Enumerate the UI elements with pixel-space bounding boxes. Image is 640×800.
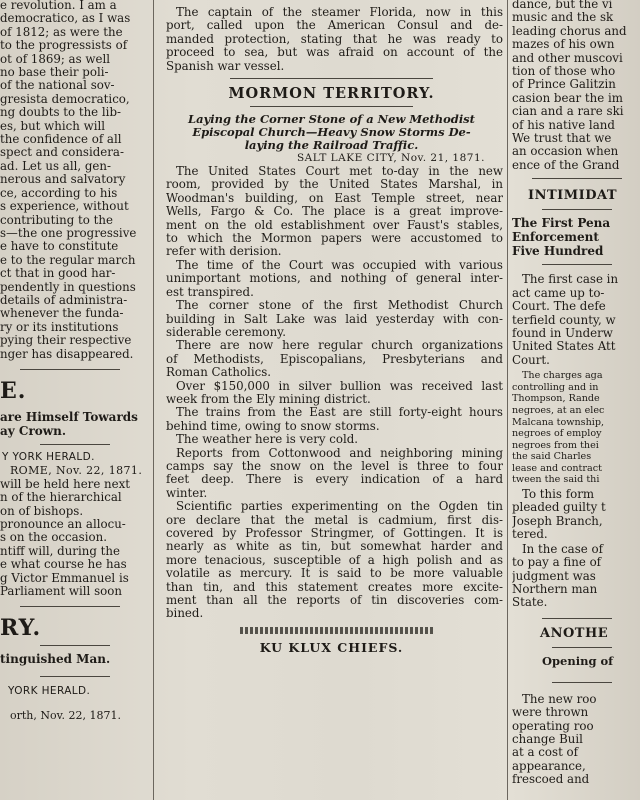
text-line: laying the Railroad Traffic. [244,138,419,153]
paragraph [160,380,503,407]
text-line: were thrown [512,705,589,720]
right-paragraph-1 [512,273,640,367]
text-line: Malcana township, [512,416,605,428]
text-line: pendently in questions [0,279,136,294]
right-subheadline [512,216,640,258]
text-line: The first case in [522,272,619,287]
text-line: siderable ceremony. [166,324,287,339]
text-line: on of bishops. [0,503,84,518]
text-line: ntiff will, during the [0,543,120,558]
separator-rule [40,444,110,445]
text-line: Five Hundred [512,244,604,259]
text-line: bined. [166,606,204,621]
text-line: Episcopal Church—Heavy Snow Storms De- [192,125,471,140]
text-line: manded protection, stating that he was ready to [166,31,503,46]
separator-rule [20,369,120,370]
text-line: behind time, owing to snow storms. [166,418,380,433]
text-line: gresista democratico, [0,91,130,106]
text-line: Roman Catholics. [166,365,272,380]
text-line: There are now here regular church organizations [176,338,503,353]
column-rule-right [507,0,508,800]
text-line: camps say the snow on the level is three to four [166,458,503,473]
text-line: State. [512,595,548,610]
text-line: tion of those who [512,64,616,79]
text-line: casion bear the im [512,90,623,105]
text-line: judgment was [512,568,596,583]
text-line: more tenacious, susceptible of a high polish and as [166,552,503,567]
text-line: In the case of [522,541,603,556]
dateline: SALT LAKE CITY, Nov. 21, 1871. [296,152,485,165]
text-line: nger has disappeared. [0,346,134,361]
paragraph [160,339,503,379]
text-line: whenever the funda- [0,306,124,321]
text-line: ay Crown. [0,423,67,438]
paragraph [160,500,503,621]
text-line: room, provided by the United States Marshal, in [166,177,503,192]
text-line: spect and considera- [0,145,124,160]
text-line: of the national sov- [0,78,115,93]
text-line: found in Underw [512,325,613,340]
paragraph [160,406,503,433]
separator-rule [20,606,120,607]
text-line: est transpired. [166,284,254,299]
text-line: negroes from thei [512,439,599,451]
separator-rule [542,264,612,265]
paragraph [160,299,503,339]
text-line: winter. [166,485,208,500]
ornamental-rule [240,627,433,634]
separator-rule [532,178,622,179]
text-line: of his native land [512,117,615,132]
text-line: Spanish war vessel. [166,58,285,73]
text-line: to pay a fine of [512,555,602,570]
text-line: Court. The defe [512,299,606,314]
text-line: act came up to- [512,285,605,300]
headline-ku-klux-chiefs: KU KLUX CHIEFS. [259,639,404,655]
left-section-heading: E. [0,377,27,404]
text-line: e to the regular march [0,252,136,267]
intro-paragraph [160,6,503,73]
text-line: operating roo [512,718,594,733]
center-column [160,0,503,800]
text-line: Enforcement [512,230,599,245]
separator-rule [552,647,612,648]
text-line: the said Charles [512,451,592,463]
text-line: g Victor Emmanuel is [0,570,129,585]
text-line: pleaded guilty t [512,500,606,515]
text-line: The corner stone of the first Methodist Church [176,298,503,313]
left-column [0,0,150,800]
text-line: ad. Let us all, gen- [0,158,111,173]
text-line: at a cost of [512,745,579,760]
text-line: ct that in good har- [0,266,116,281]
text-line: negroes of employ [512,428,602,440]
paragraph [160,259,503,299]
text-line: e revolution. I am a [0,0,117,12]
text-line: leading chorus and [512,23,627,38]
text-line: s experience, without [0,199,129,214]
left-column-text-mid [0,478,150,599]
text-line: and other muscovi [512,50,623,65]
text-line: will be held here next [0,476,131,491]
text-line: proceed to sea, but was afraid on account of the [166,45,503,60]
text-line: of Prince Galitzin [512,77,616,92]
right-paragraph-3 [512,543,640,610]
text-line: cian and a rare ski [512,104,624,119]
text-line: ment than all the reports of tin discoveries com- [166,593,503,608]
separator-rule [552,682,612,683]
text-line: ry or its institutions [0,319,119,334]
separator-rule [250,106,413,107]
text-line: s—the one progressive [0,225,137,240]
text-line: ore declare that the metal is cadmium, first dis- [166,512,503,527]
left-dateline: ROME, Nov. 22, 1871. [10,464,143,478]
text-line: ng doubts to the lib- [0,105,121,120]
text-line: Court. [512,352,550,367]
text-line: the confidence of all [0,132,122,147]
text-line: e have to constitute [0,239,119,254]
right-column-text-top [512,0,640,172]
text-line: frescoed and [512,772,590,787]
text-line: tween the said thi [512,474,600,486]
separator-rule [40,645,110,646]
right-small-print [512,370,640,486]
separator-rule [230,78,433,79]
text-line: change Buil [512,731,583,746]
text-line: details of administra- [0,292,128,307]
text-line: Northern man [512,581,598,596]
text-line: Woodman's building, on East Temple street, near [166,190,503,205]
text-line: Scientific parties experimenting on the Ogden tin [176,499,503,514]
text-line: Thompson, Rande [512,393,600,405]
right-column [512,0,640,800]
text-line: nearly as white as tin, but somewhat harder and [166,539,503,554]
left-dateline-2: orth, Nov. 22, 1871. [10,708,122,722]
text-line: n of the hierarchical [0,490,122,505]
text-line: an occasion when [512,144,619,159]
right-subheadline-2: Opening of [542,653,614,668]
text-line: terfield county, w [512,312,616,327]
text-line: ot of 1869; as well [0,51,111,66]
text-line: The First Pena [512,216,611,231]
text-line: mazes of his own [512,37,615,52]
text-line: to which the Mormon papers were accustomed to [166,231,503,246]
text-line: contributing to the [0,212,113,227]
text-line: ce, according to his [0,185,118,200]
headline-another: ANOTHE [540,625,609,641]
left-subheadline-2: tinguished Man. [0,652,111,667]
text-line: The weather here is very cold. [176,432,359,447]
text-line: es, but which will [0,118,106,133]
paragraph [160,433,503,446]
text-line: music and the sk [512,10,614,25]
headline-intimidation: INTIMIDAT [528,188,618,204]
text-line: of 1812; as were the [0,24,123,39]
text-line: e what course he has [0,557,127,572]
text-line: democratico, as I was [0,11,131,26]
text-line: to the progressists of [0,38,128,53]
left-subheadline [0,410,150,438]
separator-rule [40,676,110,677]
herald-tag-2: YORK HERALD. [8,685,91,698]
text-line: than tin, and this statement creates more excite- [166,579,503,594]
text-line: The United States Court met to-day in the new [176,164,503,179]
text-line: Reports from Cottonwood and neighboring mining [176,445,503,460]
text-line: volatile as mercury. It is said to be more valuable [166,566,503,581]
separator-rule [542,618,612,619]
text-line: Joseph Branch, [512,513,603,528]
subheadline [160,113,503,152]
text-line: Parliament will soon [0,584,122,599]
text-line: The charges aga [522,370,603,382]
paragraph [160,165,503,259]
text-line: refer with derision. [166,244,282,259]
text-line: lease and contract [512,462,602,474]
left-section-heading-2: RY. [0,615,42,642]
headline-mormon-territory: MORMON TERRITORY. [228,85,435,103]
text-line: feet deep. There is every indication of a hard [166,472,503,487]
article-body [160,165,503,621]
text-line: We trust that we [512,131,612,146]
text-line: building in Salt Lake was laid yesterday with con- [166,311,503,326]
text-line: The captain of the steamer Florida, now in this [176,5,503,19]
text-line: nerous and salvatory [0,172,126,187]
text-line: s on the occasion. [0,530,107,545]
text-line: The time of the Court was occupied with various [176,257,503,272]
text-line: controlling and in [512,381,599,393]
text-line: are Himself Towards [0,409,138,424]
text-line: The trains from the East are still forty-eight hours [176,405,503,420]
text-line: no base their poli- [0,65,109,80]
left-column-text-top [0,0,150,361]
text-line: dance, but the vi [512,0,613,11]
text-line: To this form [522,487,595,502]
text-line: port, called upon the American Consul and de- [166,18,503,33]
text-line: ence of the Grand [512,157,620,172]
text-line: Wells, Fargo & Co. The place is a great improve- [166,204,503,219]
text-line: pronounce an allocu- [0,517,126,531]
text-line: covered by Professor Stringmer, of Gottingen. It is [166,526,503,540]
text-line: of Methodists, Episcopalians, Presbyterians and [166,351,503,366]
right-paragraph-2 [512,488,640,542]
right-paragraph-4 [512,693,640,787]
text-line: unimportant motions, and nothing of general inter- [166,271,503,286]
text-line: The new roo [522,691,597,706]
text-line: ment on the old establishment over Faust's stables, [166,217,503,232]
column-rule-left [153,0,154,800]
paragraph [160,447,503,501]
text-line: Laying the Corner Stone of a New Methodist [188,112,475,127]
herald-tag: Y YORK HERALD. [2,450,95,463]
text-line: tered. [512,527,548,542]
text-line: United States Att [512,339,616,354]
text-line: pying their respective [0,333,132,348]
text-line: week from the Ely mining district. [166,391,371,406]
text-line: negroes, at an elec [512,404,605,416]
text-line: appearance, [512,758,586,773]
text-line: Over $150,000 in silver bullion was received last [176,378,503,393]
separator-rule [542,209,612,210]
